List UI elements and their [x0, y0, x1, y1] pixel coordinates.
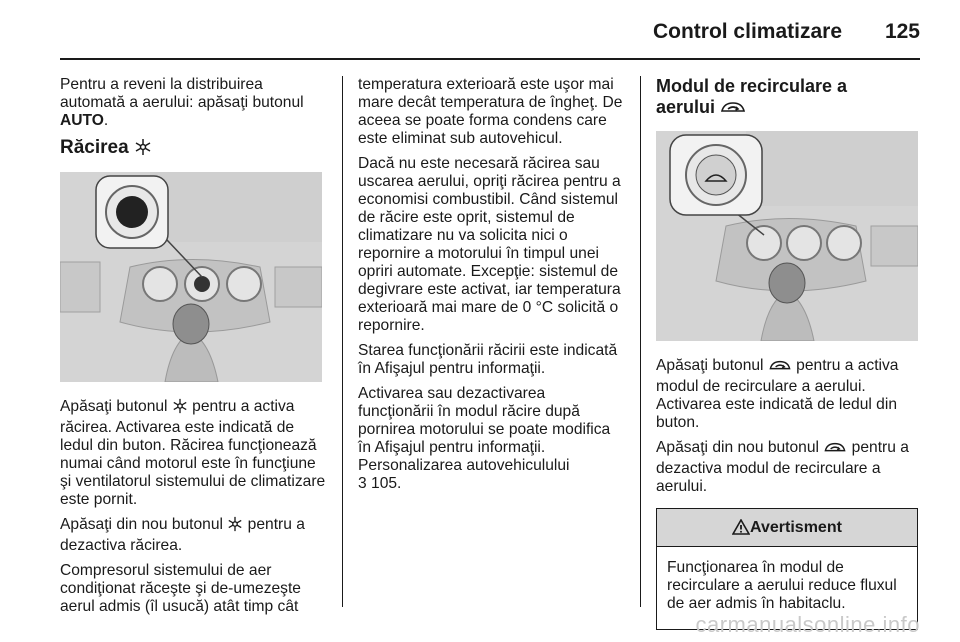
warning-text: Funcţionarea în modul de recirculare a aerului reduce fluxul de aer admis în habitaclu.	[667, 559, 897, 612]
col2-paragraph-5: Personalizarea autovehiculului	[358, 457, 570, 474]
column-divider-1	[342, 76, 343, 607]
cooling-heading: Răcirea	[60, 137, 328, 162]
cooling-paragraph-2: Apăsaţi din nou butonul pentru a dezactiva răcirea.	[60, 516, 305, 554]
col2-paragraph-3: Starea funcţionării răcirii este indicată în Afişajul pentru informaţii.	[358, 342, 618, 377]
recirculation-paragraph-2: Apăsaţi din nou butonul pentru a dezactiva modul de recirculare a aerului.	[656, 439, 909, 495]
reference-arrow-icon: 3	[358, 475, 367, 492]
recirculation-icon	[720, 100, 746, 121]
cooling-paragraph-3: Compresorul sistemului de aer condiţionat răceşte şi de-umezeşte aerul admis (îl usucă) atât timp cât	[60, 562, 301, 615]
watermark: carmanualsonline.info	[695, 612, 920, 637]
page-header	[60, 14, 920, 54]
page-number: 125	[884, 20, 920, 43]
auto-label: AUTO	[60, 112, 104, 129]
page-title: Control climatizare	[652, 20, 842, 43]
snowflake-icon	[227, 516, 243, 537]
header-divider	[60, 58, 920, 60]
col2-paragraph-4: Activarea sau dezactivarea funcţionării în modul răcire după pornirea motorului se poate modifica în Afişajul pentru informaţii.	[358, 385, 611, 456]
warning-header	[657, 509, 917, 547]
reference-page: 105.	[366, 475, 402, 492]
page-reference[interactable]	[358, 475, 624, 493]
col2-paragraph-2: Dacă nu este necesară răcirea sau uscarea aerului, opriţi răcirea pentru a economisi combustibil. Când sistemul de răcire este oprit, sistemul de climatizare nu va solicita nici o repornire a motorului în timpul unei opriri automate. Excepţie: sistemul de degivrare este activat, iar temperatura exterioară mai mare de 0 °C solicită o repornire.	[358, 155, 621, 334]
warning-triangle-icon	[732, 512, 750, 550]
cooling-paragraph-1: Apăsaţi butonul pentru a activa răcirea. Activarea este indicată de ledul din buton. Răcirea funcţionează numai când motorul este în funcţiune şi ventilatorul sistemului de climatizare este pornit.	[60, 398, 326, 508]
col2-paragraph-1: temperatura exterioară este uşor mai mare decât temperatura de îngheţ. De aceea se poate forma condens care este eliminat sub autovehicul.	[358, 76, 623, 147]
column-2	[358, 76, 624, 500]
recirculation-paragraph-1: Apăsaţi butonul pentru a activa modul de recirculare a aerului. Activarea este indicată de ledul din buton.	[656, 357, 899, 431]
column-1	[60, 76, 328, 623]
recirculation-icon	[823, 441, 847, 460]
intro-paragraph: Pentru a reveni la distribuirea automată a aerului: apăsaţi butonul AUTO.	[60, 76, 304, 129]
recirculation-heading: Modul de recirculare a aerului	[656, 76, 922, 121]
snowflake-icon	[172, 398, 188, 419]
snowflake-icon	[134, 138, 152, 162]
column-divider-2	[640, 76, 641, 607]
column-3	[656, 76, 922, 630]
cooling-button-illustration	[60, 172, 322, 382]
warning-title: Avertisment	[750, 519, 842, 536]
recirculation-button-illustration	[656, 131, 918, 341]
recirculation-icon	[768, 359, 792, 378]
